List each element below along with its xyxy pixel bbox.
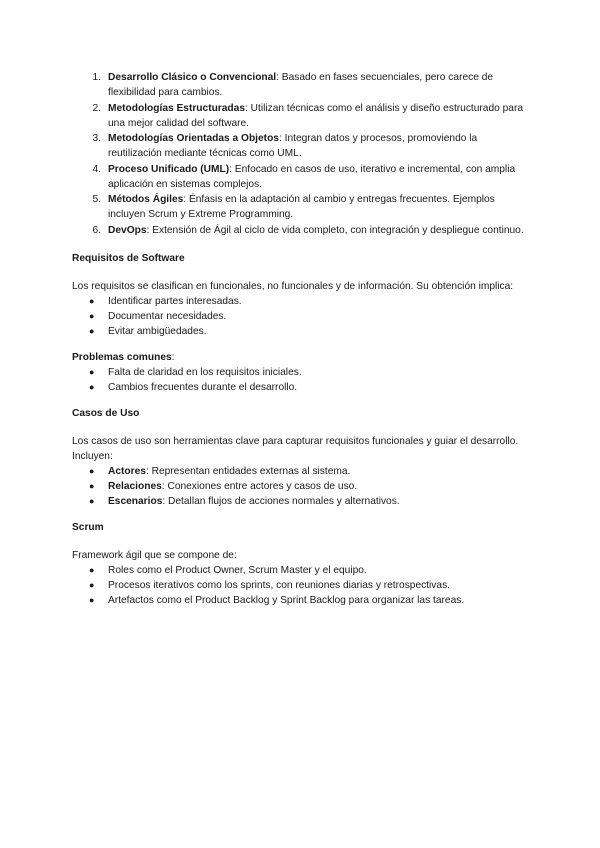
list-item: ● Actores: Representan entidades externas al sistema. <box>89 465 351 477</box>
section-heading-scrum: Scrum <box>72 521 104 533</box>
item-title: Metodologías Estructuradas <box>108 102 245 114</box>
item-title: DevOps <box>108 224 147 236</box>
bullet-icon: ● <box>89 310 95 321</box>
list-item: ● Identificar partes interesadas. <box>89 295 242 307</box>
list-item: ● Roles como el Product Owner, Scrum Master y el equipo. <box>89 564 367 576</box>
list-item: ● Relaciones: Conexiones entre actores y casos de uso. <box>89 480 358 492</box>
requisitos-paragraph: Los requisitos se clasifican en funcionales, no funcionales y de información. Su obtención implica: <box>72 280 514 292</box>
bullet-icon: ● <box>89 579 95 590</box>
list-item: ● Escenarios: Detallan flujos de acciones normales y alternativos. <box>89 495 400 507</box>
bullet-icon: ● <box>89 381 95 392</box>
item-text: : Integran datos y procesos, promoviendo la reutilización mediante técnicas como UML. <box>108 133 478 159</box>
list-item: 2. Metodologías Estructuradas: Utilizan técnicas como el análisis y diseño estructurado para una mejor calidad del software. <box>92 102 524 129</box>
bullet-icon: ● <box>89 366 95 377</box>
bullet-icon: ● <box>89 564 95 575</box>
list-item: ● Cambios frecuentes durante el desarrollo. <box>89 381 298 393</box>
section-heading-casos: Casos de Uso <box>72 407 140 419</box>
item-text: : Enfocado en casos de uso, iterativo e incremental, con amplia aplicación en sistemas complejos. <box>108 163 516 190</box>
bullet-icon: ● <box>89 465 95 476</box>
item-title: Proceso Unificado (UML) <box>108 163 230 175</box>
section-heading-requisitos: Requisitos de Software <box>72 252 185 264</box>
casos-paragraph: Los casos de uso son herramientas clave para capturar requisitos funcionales y guiar el desarrollo. Incluyen: <box>72 435 519 462</box>
section-heading-problemas: Problemas comunes: <box>72 351 175 363</box>
list-item: 3. Metodologías Orientadas a Objetos: Integran datos y procesos, promoviendo la reutilización mediante técnicas como UML. <box>92 133 478 159</box>
document-content <box>72 70 532 608</box>
methodologies-list <box>72 70 532 238</box>
bullet-icon: ● <box>89 295 95 306</box>
item-text: : Basado en fases secuenciales, pero carece de flexibilidad para cambios. <box>108 72 494 98</box>
bullet-icon: ● <box>89 480 95 491</box>
casos-list <box>72 464 532 509</box>
list-item: ● Documentar necesidades. <box>89 310 227 322</box>
list-item: 6. DevOps: Extensión de Ágil al ciclo de vida completo, con integración y despliegue continuo. <box>92 224 524 236</box>
problemas-list <box>72 365 532 395</box>
item-text: : Énfasis en la adaptación al cambio y entregas frecuentes. Ejemplos incluyen Scrum y Extreme Programming. <box>108 194 495 220</box>
scrum-paragraph: Framework ágil que se compone de: <box>72 549 237 561</box>
list-item: 1. Desarrollo Clásico o Convencional: Basado en fases secuenciales, pero carece de flexibilidad para cambios. <box>92 72 494 98</box>
list-item: 4. Proceso Unificado (UML): Enfocado en casos de uso, iterativo e incremental, con amplia aplicación en sistemas complejos. <box>92 163 516 190</box>
list-item: ● Artefactos como el Product Backlog y Sprint Backlog para organizar las tareas. <box>89 594 465 606</box>
list-item: ● Procesos iterativos como los sprints, con reuniones diarias y retrospectivas. <box>89 579 450 591</box>
list-item: ● Falta de claridad en los requisitos iniciales. <box>89 366 302 378</box>
requisitos-list <box>72 294 532 339</box>
item-title: Metodologías Orientadas a Objetos <box>108 133 279 144</box>
bullet-icon: ● <box>89 325 95 336</box>
list-item: 5. Métodos Ágiles: Énfasis en la adaptación al cambio y entregas frecuentes. Ejemplos incluyen Scrum y Extreme Programming. <box>92 194 495 220</box>
item-title: Métodos Ágiles <box>108 194 184 205</box>
bullet-icon: ● <box>89 594 95 605</box>
item-text: : Utilizan técnicas como el análisis y diseño estructurado para una mejor calidad del software. <box>108 102 524 129</box>
scrum-list <box>72 563 532 608</box>
item-title: Desarrollo Clásico o Convencional <box>108 72 277 83</box>
item-text: : Extensión de Ágil al ciclo de vida completo, con integración y despliegue continuo. <box>146 224 524 236</box>
bullet-icon: ● <box>89 495 95 506</box>
list-item: ● Evitar ambigüedades. <box>89 325 207 337</box>
